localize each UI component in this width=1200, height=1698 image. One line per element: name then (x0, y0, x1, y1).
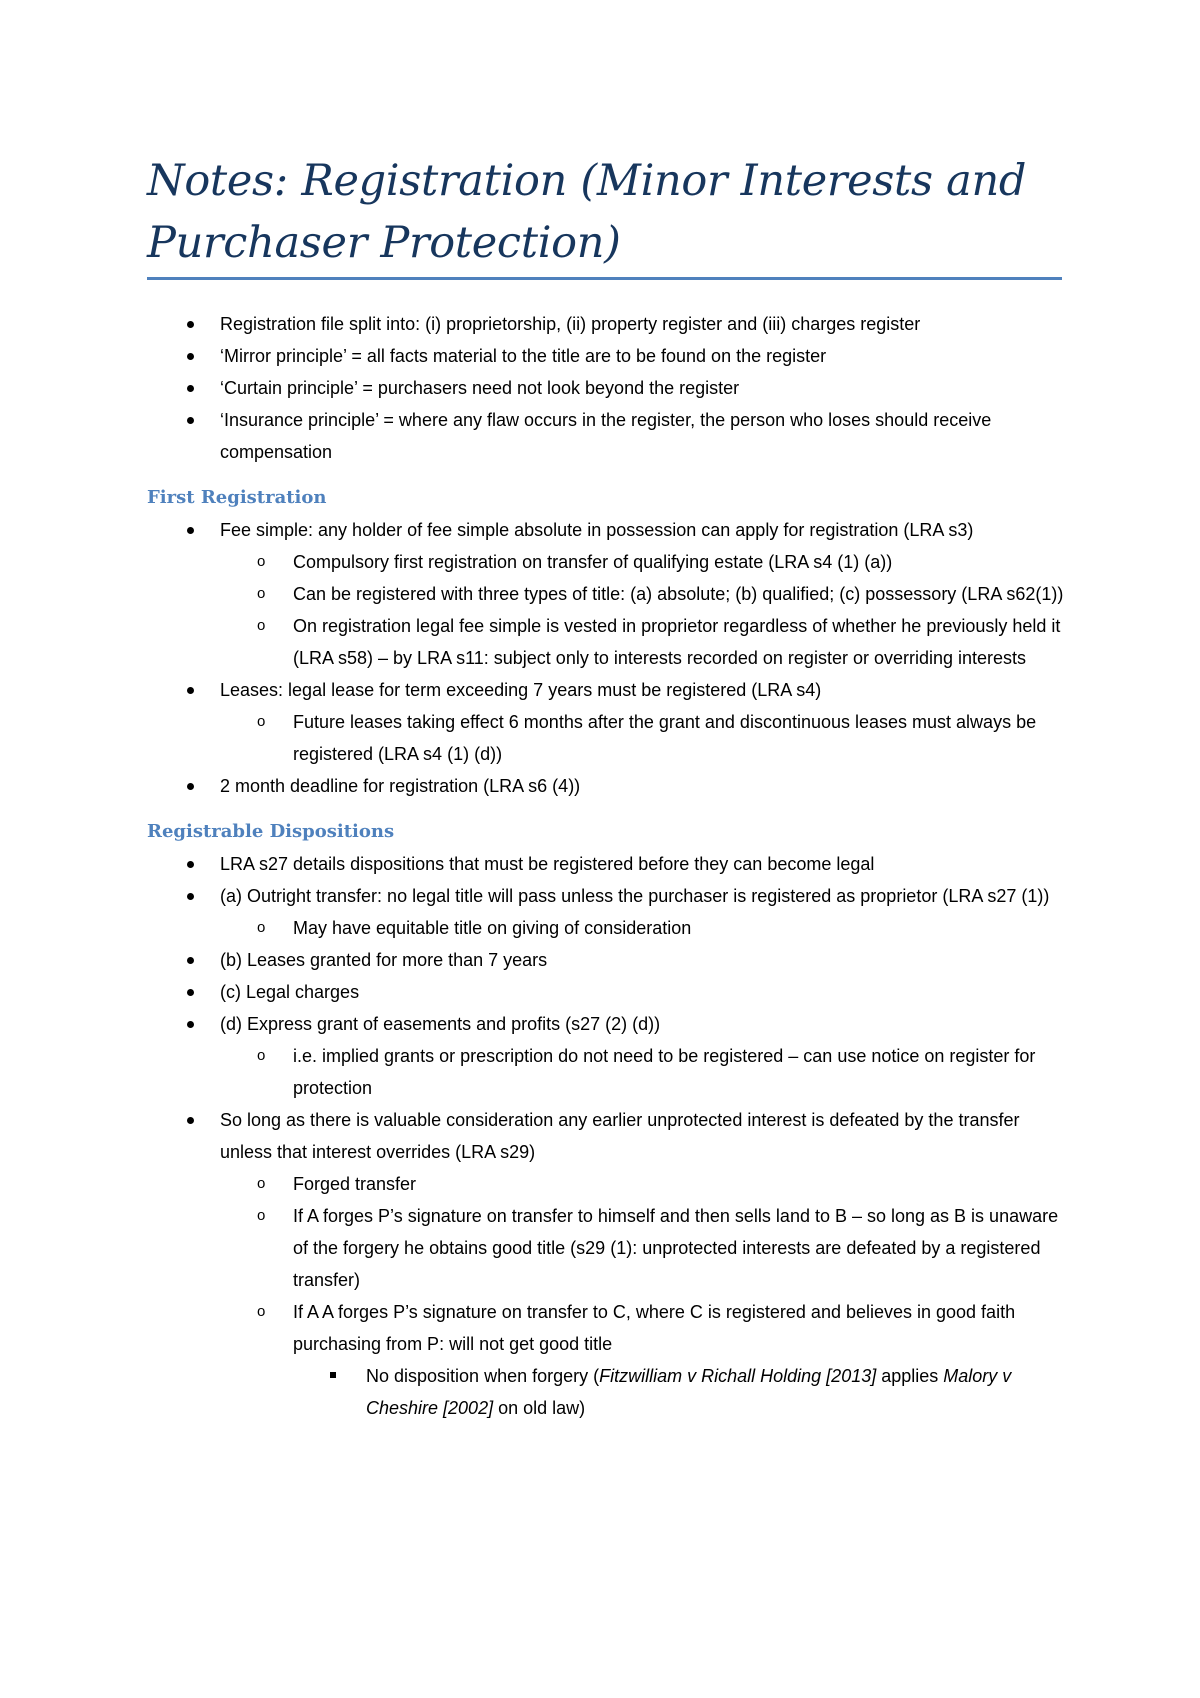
sub-list-item: o Forged transfer (147, 1168, 1067, 1200)
heading-registrable-dispositions: Registrable Dispositions (147, 821, 395, 842)
sub-list-item: o Can be registered with three types of title: (a) absolute; (b) qualified; (c) possessory (LRA s62(1)) (147, 578, 1067, 610)
list-item: ‘Mirror principle’ = all facts material to the title are to be found on the register (147, 340, 1067, 372)
case-note-suffix: on old law) (493, 1398, 586, 1418)
intro-list (147, 308, 1067, 468)
case-citation-malory: Malory v Cheshire [2002] (366, 1366, 1012, 1418)
sub-list-item: o May have equitable title on giving of consideration (147, 912, 1067, 944)
list-item (147, 880, 1067, 944)
registrable-dispositions-list (147, 848, 1067, 1424)
first-registration-list (147, 514, 1067, 802)
list-item-text: (d) Express grant of easements and profits (s27 (2) (d)) (220, 1014, 661, 1034)
sub-list (147, 912, 1067, 944)
list-item: LRA s27 details dispositions that must be registered before they can become legal (147, 848, 1067, 880)
document-body (147, 308, 1067, 1424)
case-note-middle: applies (876, 1366, 944, 1386)
list-item: ‘Insurance principle’ = where any flaw occurs in the register, the person who loses should receive compensation (147, 404, 1067, 468)
sub-list-item (147, 1296, 1067, 1424)
sub-list-item: o On registration legal fee simple is vested in proprietor regardless of whether he previously held it (LRA s58) – by LRA s11: subject only to interests recorded on register or overriding interests (147, 610, 1067, 674)
list-item: Registration file split into: (i) proprietorship, (ii) property register and (iii) charges register (147, 308, 1067, 340)
spacer (147, 802, 1067, 816)
sub-list-item: o i.e. implied grants or prescription do not need to be registered – can use notice on register for protection (147, 1040, 1067, 1104)
case-note-prefix: No disposition when forgery ( (366, 1366, 600, 1386)
sub-sub-list (147, 1360, 1067, 1424)
case-citation-fitzwilliam: Fitzwilliam v Richall Holding [2013] (599, 1366, 877, 1386)
sub-list (147, 706, 1067, 770)
list-item: ‘Curtain principle’ = purchasers need not look beyond the register (147, 372, 1067, 404)
list-item (147, 674, 1067, 770)
sub-list-item: o Future leases taking effect 6 months after the grant and discontinuous leases must always be registered (LRA s4 (1) (d)) (147, 706, 1067, 770)
list-item (147, 1104, 1067, 1424)
heading-first-registration: First Registration (147, 487, 327, 508)
title-underline (147, 277, 1062, 280)
list-item: 2 month deadline for registration (LRA s6 (4)) (147, 770, 1067, 802)
list-item: (c) Legal charges (147, 976, 1067, 1008)
sub-list (147, 546, 1067, 674)
sub-list-item: o Compulsory first registration on transfer of qualifying estate (LRA s4 (1) (a)) (147, 546, 1067, 578)
page-title: Notes: Registration (Minor Interests and Purchaser Protection) (147, 156, 1027, 268)
sub-list-item: o If A forges P’s signature on transfer to himself and then sells land to B – so long as B is unaware of the forgery he obtains good title (s29 (1): unprotected interests are defeated by a registered transfer) (147, 1200, 1067, 1296)
sub-list-item-text: If A A forges P’s signature on transfer to C, where C is registered and believes in good faith purchasing from P: will not get good title (293, 1302, 1016, 1354)
list-item-text: (a) Outright transfer: no legal title will pass unless the purchaser is registered as proprietor (LRA s27 (1)) (220, 886, 1050, 906)
list-item (147, 514, 1067, 674)
list-item: (b) Leases granted for more than 7 years (147, 944, 1067, 976)
sub-sub-list-item (147, 1360, 1067, 1424)
list-item-text: Fee simple: any holder of fee simple absolute in possession can apply for registration (LRA s3) (220, 520, 974, 540)
sub-list (147, 1168, 1067, 1424)
spacer (147, 468, 1067, 482)
list-item-text: So long as there is valuable consideration any earlier unprotected interest is defeated by the transfer unless that interest overrides (LRA s29) (220, 1110, 1020, 1162)
list-item-text: Leases: legal lease for term exceeding 7 years must be registered (LRA s4) (220, 680, 822, 700)
sub-list (147, 1040, 1067, 1104)
list-item (147, 1008, 1067, 1104)
